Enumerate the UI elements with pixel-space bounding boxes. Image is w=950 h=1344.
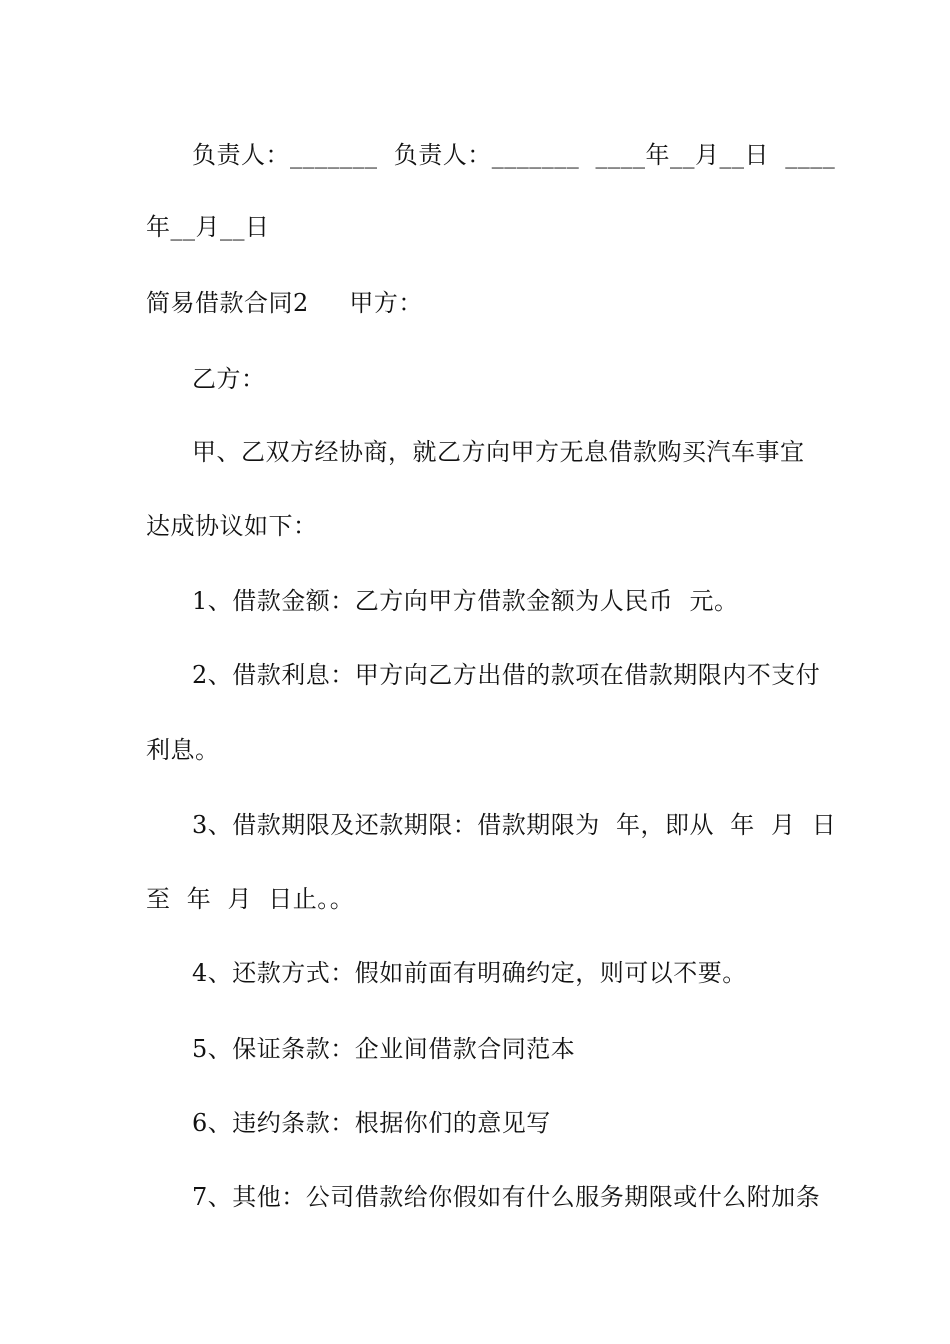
clause-2-line-1: 2、借款利息：甲方向乙方出借的款项在借款期限内不支付 [192, 661, 821, 689]
clause-1: 1、借款金额：乙方向甲方借款金额为人民币 元。 [192, 587, 739, 615]
clause-3-line-2: 至 年 月 日止。。 [146, 885, 355, 913]
clause-6: 6、违约条款：根据你们的意见写 [192, 1109, 551, 1137]
clause-4: 4、还款方式：假如前面有明确约定，则可以不要。 [192, 959, 747, 987]
clause-7: 7、其他：公司借款给你假如有什么服务期限或什么附加条 [192, 1183, 821, 1211]
clause-2-line-2: 利息。 [146, 736, 220, 764]
clause-5: 5、保证条款：企业间借款合同范本 [192, 1035, 576, 1063]
paragraph-intro-2: 达成协议如下： [146, 512, 318, 540]
signature-line: 负责人：_______ 负责人：_______ ____年__月__日 ____ [192, 141, 836, 169]
party-b-line: 乙方： [192, 365, 266, 393]
clause-3-line-1: 3、借款期限及还款期限：借款期限为 年，即从 年 月 日 [192, 811, 837, 839]
paragraph-intro-1: 甲、乙双方经协商，就乙方向甲方无息借款购买汽车事宜 [192, 438, 805, 466]
date-line: 年__月__日 [146, 213, 270, 241]
contract-title-line: 简易借款合同2 甲方： [146, 289, 423, 317]
